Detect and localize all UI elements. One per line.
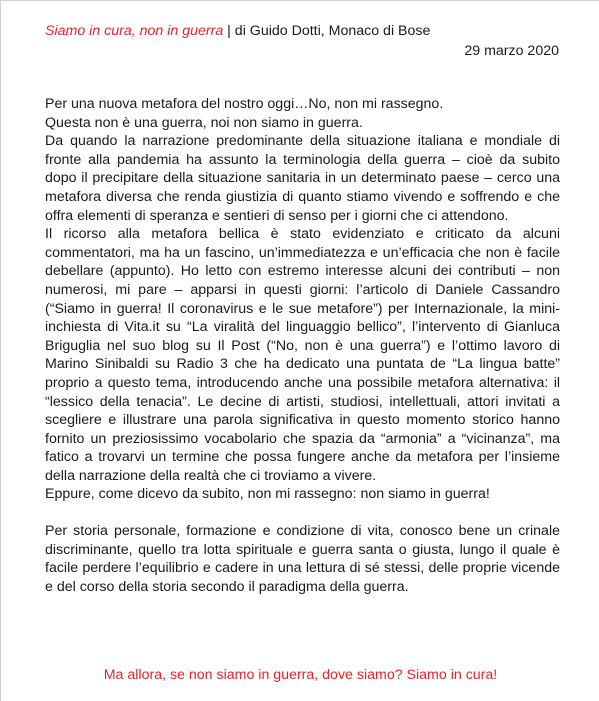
article-title: Siamo in cura, non in guerra <box>45 23 224 39</box>
paragraph-spacer <box>45 504 560 522</box>
thesis-line: Questa non è una guerra, noi non siamo in guerra. <box>45 114 363 131</box>
closing-line: Ma allora, se non siamo in guerra, dove siamo? Siamo in cura! <box>103 667 498 683</box>
article-body <box>45 95 560 596</box>
paragraph-2: Il ricorso alla metafora bellica è stato evidenziato e criticato da alcuni commentatori, ma ha un fascino, un’immediatezza e un’efficacia che non è facile debellare (appunto). Ho letto con estremo interesse alcuni dei contributi – non numerosi, mi pare – apparsi in questi giorni: l’articolo di Daniele Cassandro (“Siamo in guerra! Il coronavirus e le sue metafore”) per Internazionale, la mini-inchiesta di Vita.it su “La viralità del linguaggio bellico”, l’intervento di Gianluca Briguglia nel suo blog su Il Post (“No, non è una guerra”) e l’ottimo lavoro di Marino Sinibaldi su Radio 3 che ha dedicato una puntata de “La lingua batte” proprio a questo tema, introducendo anche una possibile metafora alternativa: il “lessico della tenacia”. Le decine di artisti, studiosi, intellettuali, attori invitati a scegliere e illustrare una parola significativa in questo momento storico hanno fornito un preziosissimo vocabolario che spazia da “armonia” a “vicinanza”, ma fatico a trovarvi un termine che possa fungere anche da metafora per l’insieme della narrazione della realtà che ci troviamo a vivere. <box>45 226 560 484</box>
header-line <box>45 23 430 39</box>
article-date: 29 marzo 2020 <box>464 43 559 59</box>
paragraph-3: Per storia personale, formazione e condizione di vita, conosco bene un crinale discriminante, quello tra lotta spirituale e guerra santa o giusta, lungo il quale è facile perdere l’equilibrio e cadere in una lettura di sé stessi, delle proprie vicende e del corso della storia secondo il paradigma della guerra. <box>45 523 560 595</box>
statement-line: Eppure, come dicevo da subito, non mi rassegno: non siamo in guerra! <box>45 486 490 503</box>
byline: | di Guido Dotti, Monaco di Bose <box>223 23 431 39</box>
opening-line: Per una nuova metafora del nostro oggi…No, non mi rassegno. <box>45 96 444 112</box>
paragraph-1: Da quando la narrazione predominante della situazione italiana e mondiale di fronte alla pandemia ha assunto la terminologia della guerra – cioè da subito dopo il precipitare della situazione sanitaria in un determinato paese – cerco una metafora diversa che renda giustizia di quanto stiamo vivendo e soffrendo e che offra elementi di speranza e sentieri di senso per i giorni che ci attendono. <box>45 133 560 224</box>
